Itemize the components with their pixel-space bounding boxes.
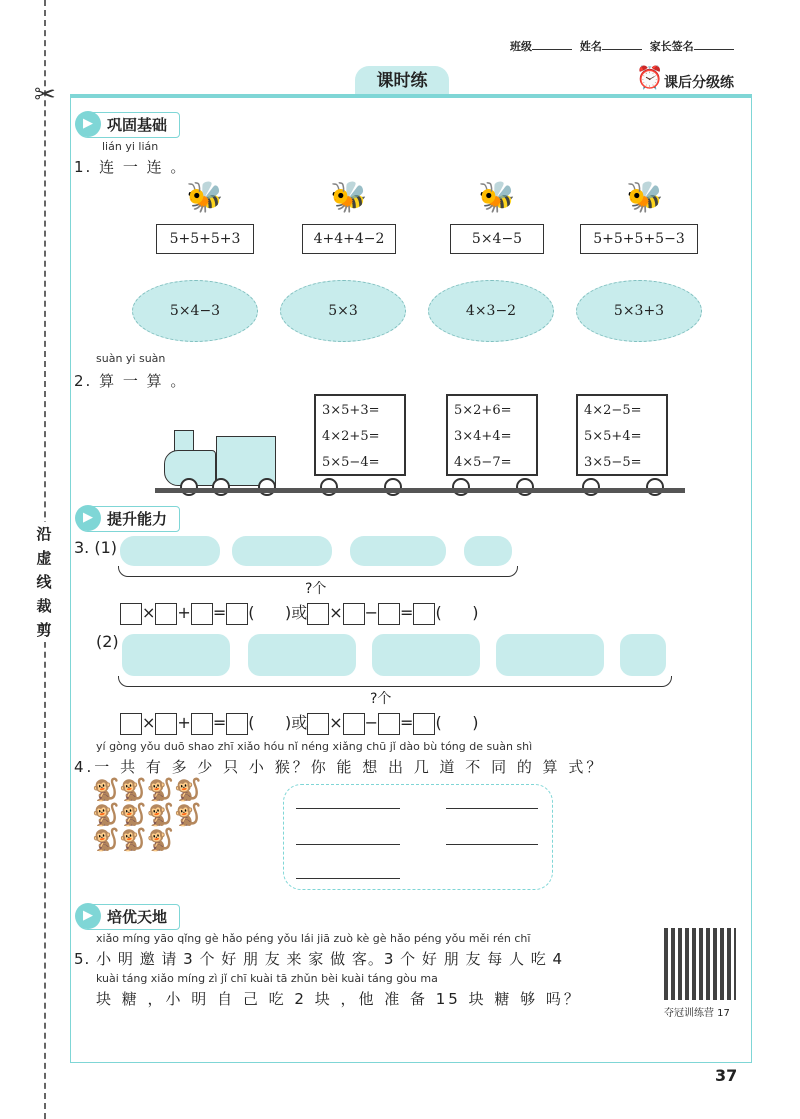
answer-box[interactable] bbox=[307, 603, 329, 625]
play-icon: ▶ bbox=[75, 903, 101, 929]
monkey-icon: 🐒🐒🐒🐒 bbox=[92, 778, 202, 803]
formula-row-1: × + = ( )或 × − = ( ) bbox=[120, 600, 478, 625]
fruit-group bbox=[120, 536, 220, 566]
answer-box[interactable] bbox=[413, 713, 435, 735]
answer-line[interactable] bbox=[446, 844, 538, 845]
name-field[interactable] bbox=[602, 49, 642, 50]
q5-line-2: 块 糖 ，小 明 自 己 吃 2 块 ，他 准 备 15 块 糖 够 吗？ bbox=[96, 990, 582, 1008]
q2-text: 2. 算 一 算 。 bbox=[74, 372, 188, 390]
vegetable-group bbox=[496, 634, 604, 676]
q5-pinyin-2: kuài táng xiǎo míng zì jǐ chī kuài tā zhǔn bèi kuài táng gòu ma bbox=[96, 972, 438, 985]
answer-box[interactable] bbox=[413, 603, 435, 625]
answer-box[interactable] bbox=[155, 603, 177, 625]
wheel-icon bbox=[212, 478, 230, 496]
answer-box[interactable] bbox=[226, 603, 248, 625]
q1-text: 1. 连 一 连 。 bbox=[74, 158, 188, 176]
fruit-group bbox=[350, 536, 446, 566]
flower-answer[interactable]: 5×3+3 bbox=[576, 280, 702, 342]
wheel-icon bbox=[582, 478, 600, 496]
frame-top-bar bbox=[70, 94, 752, 98]
fruit-group bbox=[232, 536, 332, 566]
train-car: 5×2+6= 3×4+4= 4×5−7= bbox=[446, 394, 538, 476]
section-header-basics: ▶ 巩固基础 bbox=[76, 112, 180, 138]
answer-box[interactable] bbox=[378, 713, 400, 735]
flower-answer[interactable]: 4×3−2 bbox=[428, 280, 554, 342]
wheel-icon bbox=[384, 478, 402, 496]
formula-row-2: × + = ( )或 × − = ( ) bbox=[120, 710, 478, 735]
q3-label-2: (2) bbox=[96, 632, 119, 651]
vegetable-group bbox=[372, 634, 480, 676]
header-fields: 班级 姓名 家长签名 bbox=[510, 38, 738, 54]
page-number: 37 bbox=[715, 1066, 738, 1085]
answer-line[interactable] bbox=[296, 808, 400, 809]
flower-answer[interactable]: 5×3 bbox=[280, 280, 406, 342]
play-icon: ▶ bbox=[75, 505, 101, 531]
answer-line[interactable] bbox=[296, 878, 400, 879]
section-header-improve: ▶ 提升能力 bbox=[76, 506, 180, 532]
monkey-icon: 🐒🐒🐒 bbox=[92, 828, 175, 853]
expression-box[interactable]: 5×4−5 bbox=[450, 224, 544, 254]
expression-box[interactable]: 5+5+5+5−3 bbox=[580, 224, 698, 254]
answer-box[interactable] bbox=[191, 603, 213, 625]
wheel-icon bbox=[180, 478, 198, 496]
section-header-advanced: ▶ 培优天地 bbox=[76, 904, 180, 930]
q5-line-1: 5. 小 明 邀 请 3 个 好 朋 友 来 家 做 客。3 个 好 朋 友 每 人 吃 4 bbox=[74, 950, 564, 968]
play-icon: ▶ bbox=[75, 111, 101, 137]
expression-box[interactable]: 4+4+4−2 bbox=[302, 224, 396, 254]
train-car: 4×2−5= 5×5+4= 3×5−5= bbox=[576, 394, 668, 476]
bee-icon: 🐝 bbox=[186, 180, 224, 215]
answer-line[interactable] bbox=[446, 808, 538, 809]
wheel-icon bbox=[646, 478, 664, 496]
answer-box[interactable] bbox=[155, 713, 177, 735]
answer-box[interactable] bbox=[343, 713, 365, 735]
q3-question-2: ?个 bbox=[370, 691, 392, 707]
wheel-icon bbox=[452, 478, 470, 496]
train-car: 3×5+3= 4×2+5= 5×5−4= bbox=[314, 394, 406, 476]
answer-box[interactable] bbox=[343, 603, 365, 625]
q2-pinyin: suàn yi suàn bbox=[96, 352, 166, 365]
brace bbox=[118, 676, 672, 687]
answer-box[interactable] bbox=[120, 603, 142, 625]
vegetable-group bbox=[122, 634, 230, 676]
fruit-group bbox=[464, 536, 512, 566]
expression-box[interactable]: 5+5+5+3 bbox=[156, 224, 254, 254]
q4-text: 4.一 共 有 多 少 只 小 猴？你 能 想 出 几 道 不 同 的 算 式？ bbox=[74, 758, 605, 776]
q3-label-1: 3. (1) bbox=[74, 538, 118, 557]
vegetable-group bbox=[620, 634, 666, 676]
bee-icon: 🐝 bbox=[626, 180, 664, 215]
q3-question-1: ?个 bbox=[305, 581, 327, 597]
parent-signature-field[interactable] bbox=[694, 49, 734, 50]
bee-icon: 🐝 bbox=[478, 180, 516, 215]
answer-area bbox=[283, 784, 553, 890]
q1-pinyin: lián yi lián bbox=[102, 140, 159, 153]
answer-box[interactable] bbox=[378, 603, 400, 625]
scissors-icon: ✂ bbox=[34, 80, 56, 110]
clock-icon: ⏰ bbox=[636, 66, 664, 91]
chimney bbox=[174, 430, 194, 452]
q5-pinyin-1: xiǎo míng yāo qǐng gè hǎo péng yǒu lái jiā zuò kè gè hǎo péng yǒu měi rén chī bbox=[96, 932, 531, 945]
answer-box[interactable] bbox=[226, 713, 248, 735]
wheel-icon bbox=[516, 478, 534, 496]
bee-icon: 🐝 bbox=[330, 180, 368, 215]
qr-label: 夺冠训练营 17 bbox=[664, 1008, 730, 1019]
answer-box[interactable] bbox=[307, 713, 329, 735]
monkey-icon: 🐒🐒🐒🐒 bbox=[92, 803, 202, 828]
answer-line[interactable] bbox=[296, 844, 400, 845]
page-subtitle: 课后分级练 bbox=[664, 75, 734, 91]
brace bbox=[118, 566, 518, 577]
monkey-group bbox=[92, 778, 222, 896]
wheel-icon bbox=[320, 478, 338, 496]
cut-label: 沿 虚 线 裁 剪 bbox=[28, 522, 60, 642]
answer-box[interactable] bbox=[191, 713, 213, 735]
q4-pinyin: yí gòng yǒu duō shao zhī xiǎo hóu nǐ néng xiǎng chū jǐ dào bù tóng de suàn shì bbox=[96, 740, 533, 753]
wheel-icon bbox=[258, 478, 276, 496]
rail-track bbox=[155, 488, 685, 493]
vegetable-group bbox=[248, 634, 356, 676]
class-field[interactable] bbox=[532, 49, 572, 50]
page-title: 课时练 bbox=[355, 66, 449, 94]
qr-code[interactable] bbox=[664, 928, 736, 1000]
answer-box[interactable] bbox=[120, 713, 142, 735]
flower-answer[interactable]: 5×4−3 bbox=[132, 280, 258, 342]
